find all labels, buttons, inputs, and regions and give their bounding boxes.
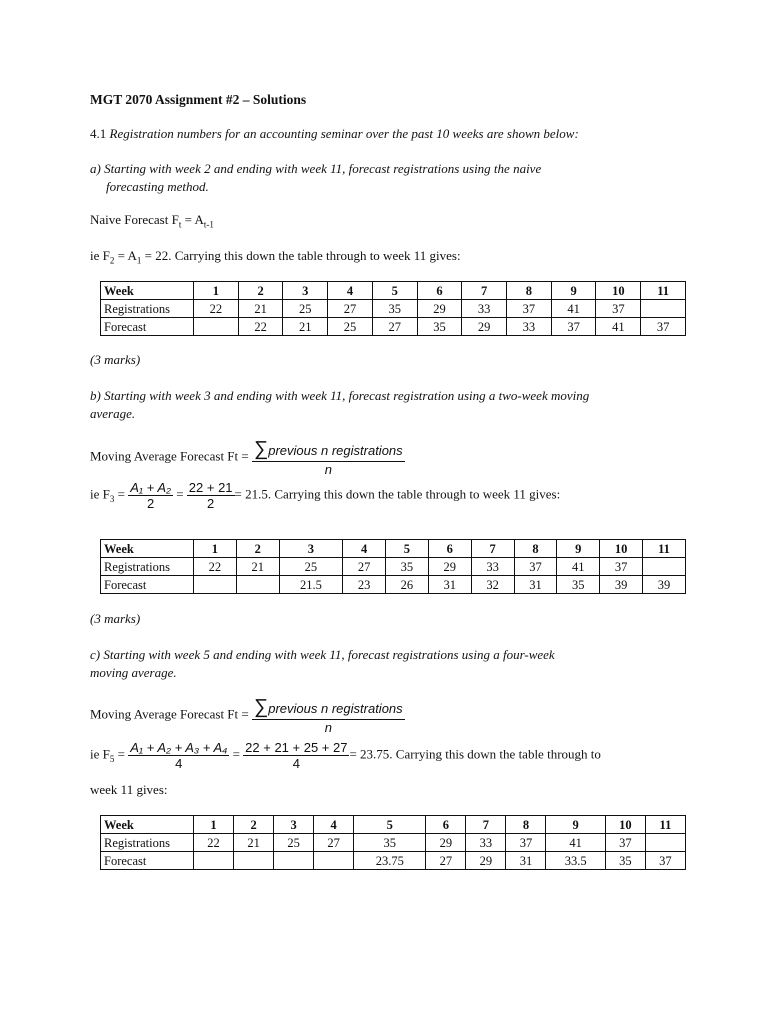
table-cell: 6 (426, 816, 466, 834)
table-cell: 1 (194, 816, 234, 834)
ma4-formula-label: Moving Average Forecast Ft = (90, 706, 252, 722)
table-cell: 5 (385, 540, 428, 558)
table-cell: 11 (641, 282, 686, 300)
table-cell: 10 (596, 282, 641, 300)
sigma-symbol: ∑ (253, 438, 269, 460)
table-cell: 33 (466, 834, 506, 852)
table-cell: 11 (643, 540, 686, 558)
row-label: Forecast (101, 318, 194, 336)
ma4-example-continued: week 11 gives: (90, 782, 168, 797)
table-cell: 35 (385, 558, 428, 576)
intro-text (90, 126, 579, 142)
table-cell: 37 (507, 300, 552, 318)
table-cell: 23.75 (354, 852, 426, 870)
ma2-formula-denominator: n (324, 462, 332, 477)
table-cell: 3 (283, 282, 328, 300)
question-a-line2: forecasting method. (106, 179, 209, 194)
ma4-fraction-numeric (243, 740, 349, 771)
table-cell: 31 (428, 576, 471, 594)
naive-formula (90, 212, 214, 230)
table-cell: 22 (194, 834, 234, 852)
ma2-frac2-num: 22 + 21 (188, 480, 233, 495)
question-c (90, 646, 650, 682)
table-row-forecast (101, 852, 686, 870)
table-cell: 29 (428, 558, 471, 576)
naive-formula-sub-t: t (178, 219, 182, 230)
table-header-row (101, 540, 686, 558)
row-label: Week (101, 540, 194, 558)
table-cell: 21.5 (279, 576, 342, 594)
table-cell (194, 318, 239, 336)
table-cell: 27 (426, 852, 466, 870)
table-naive (100, 281, 686, 336)
table-cell: 3 (279, 540, 342, 558)
naive-ie-mid: = A (114, 248, 137, 263)
ma4-ie-rest: = 23.75. Carrying this down the table through to (349, 746, 601, 762)
table-cell (236, 576, 279, 594)
table-cell: 33.5 (546, 852, 605, 870)
table-cell: 25 (283, 300, 328, 318)
table-cell: 1 (194, 282, 239, 300)
table-cell: 6 (417, 282, 462, 300)
table-cell (643, 558, 686, 576)
intro-number: 4.1 (90, 126, 110, 141)
row-label: Registrations (101, 834, 194, 852)
table-cell: 31 (506, 852, 546, 870)
table-cell: 27 (314, 834, 354, 852)
table-cell: 25 (279, 558, 342, 576)
table-cell: 35 (557, 576, 600, 594)
table-cell: 7 (466, 816, 506, 834)
table-cell: 37 (596, 300, 641, 318)
table-row-forecast (101, 576, 686, 594)
table-cell: 37 (551, 318, 596, 336)
ma2-example: ie $F_3$ = $\frac{\text{A₁ + A₂}}{2}$ = $\frac{22 + 21}{2}$ = 21.5. Carrying this down the table through to week 11 gives: (90, 480, 561, 511)
table-cell: 2 (238, 282, 283, 300)
naive-ie-sub1: 1 (136, 255, 142, 266)
page-title: MGT 2070 Assignment #2 – Solutions (90, 92, 307, 107)
table-cell (234, 852, 274, 870)
table-cell: 26 (385, 576, 428, 594)
table-cell: 5 (354, 816, 426, 834)
table-row-registrations (101, 834, 686, 852)
table-cell (641, 300, 686, 318)
table-cell: 29 (462, 318, 507, 336)
naive-ie-rest: = 22. Carrying this down the table through to week 11 gives: (141, 248, 461, 263)
table-cell: 31 (514, 576, 557, 594)
table-cell: 5 (372, 282, 417, 300)
table-cell: 2 (234, 816, 274, 834)
ma2-fraction-symbolic (128, 480, 173, 511)
table-cell: 3 (274, 816, 314, 834)
table-cell: 33 (462, 300, 507, 318)
naive-example (90, 248, 461, 266)
naive-ie-sub2: 2 (109, 255, 115, 266)
ma4-formula-fraction (252, 696, 405, 735)
ma4-formula (90, 696, 405, 735)
table-cell: 10 (605, 816, 645, 834)
table-cell: 22 (194, 558, 237, 576)
table-cell: 7 (471, 540, 514, 558)
ma2-formula-label: Moving Average Forecast Ft = (90, 448, 252, 464)
ma4-ie-eq: = (114, 746, 129, 762)
table-cell (645, 834, 685, 852)
table-cell: 9 (546, 816, 605, 834)
ma4-frac1-den: 4 (175, 756, 183, 771)
naive-formula-sub: t-1 (203, 219, 214, 230)
ma2-ie-eq: = (114, 486, 129, 502)
table-cell (314, 852, 354, 870)
ma4-formula-denominator: n (324, 720, 332, 735)
table-cell: 8 (507, 282, 552, 300)
table-cell: 35 (605, 852, 645, 870)
table-cell: 27 (372, 318, 417, 336)
table-header-row (101, 816, 686, 834)
table-cell: 29 (417, 300, 462, 318)
ma2-frac1-num: A₁ + A₂ (130, 480, 171, 495)
ma4-frac1-num: A₁ + A₂ + A₃ + A₄ (130, 740, 228, 755)
ma4-frac2-num: 22 + 21 + 25 + 27 (245, 740, 348, 755)
table-cell (194, 852, 234, 870)
table-cell: 7 (462, 282, 507, 300)
table-cell: 4 (314, 816, 354, 834)
table-cell (274, 852, 314, 870)
table-cell: 21 (283, 318, 328, 336)
table-row-registrations (101, 558, 686, 576)
table-cell: 6 (428, 540, 471, 558)
table-cell: 4 (328, 282, 373, 300)
ma4-formula-numerator: previous n registrations (268, 701, 403, 716)
naive-ie-prefix: ie F (90, 248, 110, 263)
ma2-formula-fraction (252, 438, 405, 477)
question-c-line2: moving average. (90, 665, 177, 680)
row-label: Registrations (101, 300, 194, 318)
table-cell: 23 (343, 576, 386, 594)
question-b-line2: average. (90, 406, 136, 421)
ma2-ie-prefix: ie F (90, 486, 110, 502)
table-cell: 39 (643, 576, 686, 594)
table-cell: 39 (600, 576, 643, 594)
ma2-frac2-den: 2 (207, 496, 215, 511)
table-cell: 27 (328, 300, 373, 318)
ma2-formula-numerator: previous n registrations (268, 443, 403, 458)
table-cell: 35 (354, 834, 426, 852)
table-cell: 21 (234, 834, 274, 852)
table-cell: 41 (557, 558, 600, 576)
table-cell: 41 (546, 834, 605, 852)
row-label: Week (101, 282, 194, 300)
question-b (90, 387, 650, 423)
row-label: Registrations (101, 558, 194, 576)
row-label: Week (101, 816, 194, 834)
table-ma2 (100, 539, 686, 594)
ma4-ie-prefix: ie F (90, 746, 110, 762)
table-cell: 37 (506, 834, 546, 852)
table-cell: 8 (514, 540, 557, 558)
row-label: Forecast (101, 576, 194, 594)
marks-b: (3 marks) (90, 611, 141, 626)
table-cell: 9 (551, 282, 596, 300)
ma4-ie-sub: 5 (109, 754, 115, 765)
question-a (90, 160, 650, 196)
row-label: Forecast (101, 852, 194, 870)
marks-a: (3 marks) (90, 352, 141, 367)
table-cell: 25 (274, 834, 314, 852)
table-cell: 22 (194, 300, 239, 318)
table-cell: 9 (557, 540, 600, 558)
table-cell: 37 (641, 318, 686, 336)
ma2-ie-rest: = 21.5. Carrying this down the table through to week 11 gives: (234, 486, 561, 502)
table-cell: 21 (238, 300, 283, 318)
ma2-formula (90, 438, 405, 477)
table-cell: 37 (514, 558, 557, 576)
table-cell: 21 (236, 558, 279, 576)
table-cell: 32 (471, 576, 514, 594)
table-header-row (101, 282, 686, 300)
table-row-forecast (101, 318, 686, 336)
table-cell: 41 (551, 300, 596, 318)
table-cell: 29 (426, 834, 466, 852)
ma2-frac1-den: 2 (146, 496, 155, 511)
table-cell: 35 (417, 318, 462, 336)
question-b-line1: b) Starting with week 3 and ending with week 11, forecast registration using a two-week moving (90, 388, 590, 403)
table-row-registrations (101, 300, 686, 318)
table-cell: 10 (600, 540, 643, 558)
naive-formula-eq: = A (181, 212, 204, 227)
table-cell: 27 (343, 558, 386, 576)
table-cell: 41 (596, 318, 641, 336)
table-cell: 11 (645, 816, 685, 834)
table-cell: 25 (328, 318, 373, 336)
question-c-line1: c) Starting with week 5 and ending with week 11, forecast registrations using a four-week (90, 647, 555, 662)
table-cell: 22 (238, 318, 283, 336)
sigma-symbol: ∑ (253, 696, 269, 718)
intro-description: Registration numbers for an accounting seminar over the past 10 weeks are shown below: (109, 126, 579, 141)
table-cell: 37 (645, 852, 685, 870)
naive-formula-label: Naive Forecast F (90, 212, 179, 227)
table-cell: 35 (372, 300, 417, 318)
table-cell: 1 (194, 540, 237, 558)
ma4-frac2-den: 4 (292, 756, 300, 771)
table-ma4 (100, 815, 686, 870)
table-cell: 37 (600, 558, 643, 576)
table-cell: 2 (236, 540, 279, 558)
table-cell: 33 (471, 558, 514, 576)
table-cell: 37 (605, 834, 645, 852)
question-a-line1: a) Starting with week 2 and ending with week 11, forecast registrations using the naive (90, 161, 542, 176)
table-cell (194, 576, 237, 594)
ma4-example: ie $F_5$ = $\frac{\text{A₁ + A₂ + A₃ + A₄}}{4}$ = $\frac{22 + 21 + 25 + 27}{4}$ = 23.75. Carrying this down the table through to (90, 740, 601, 771)
ma2-fraction-numeric (187, 480, 235, 511)
table-cell: 4 (343, 540, 386, 558)
ma2-ie-sub: 3 (109, 494, 115, 505)
table-cell: 29 (466, 852, 506, 870)
table-cell: 8 (506, 816, 546, 834)
ma4-fraction-symbolic (128, 740, 229, 771)
table-cell: 33 (507, 318, 552, 336)
